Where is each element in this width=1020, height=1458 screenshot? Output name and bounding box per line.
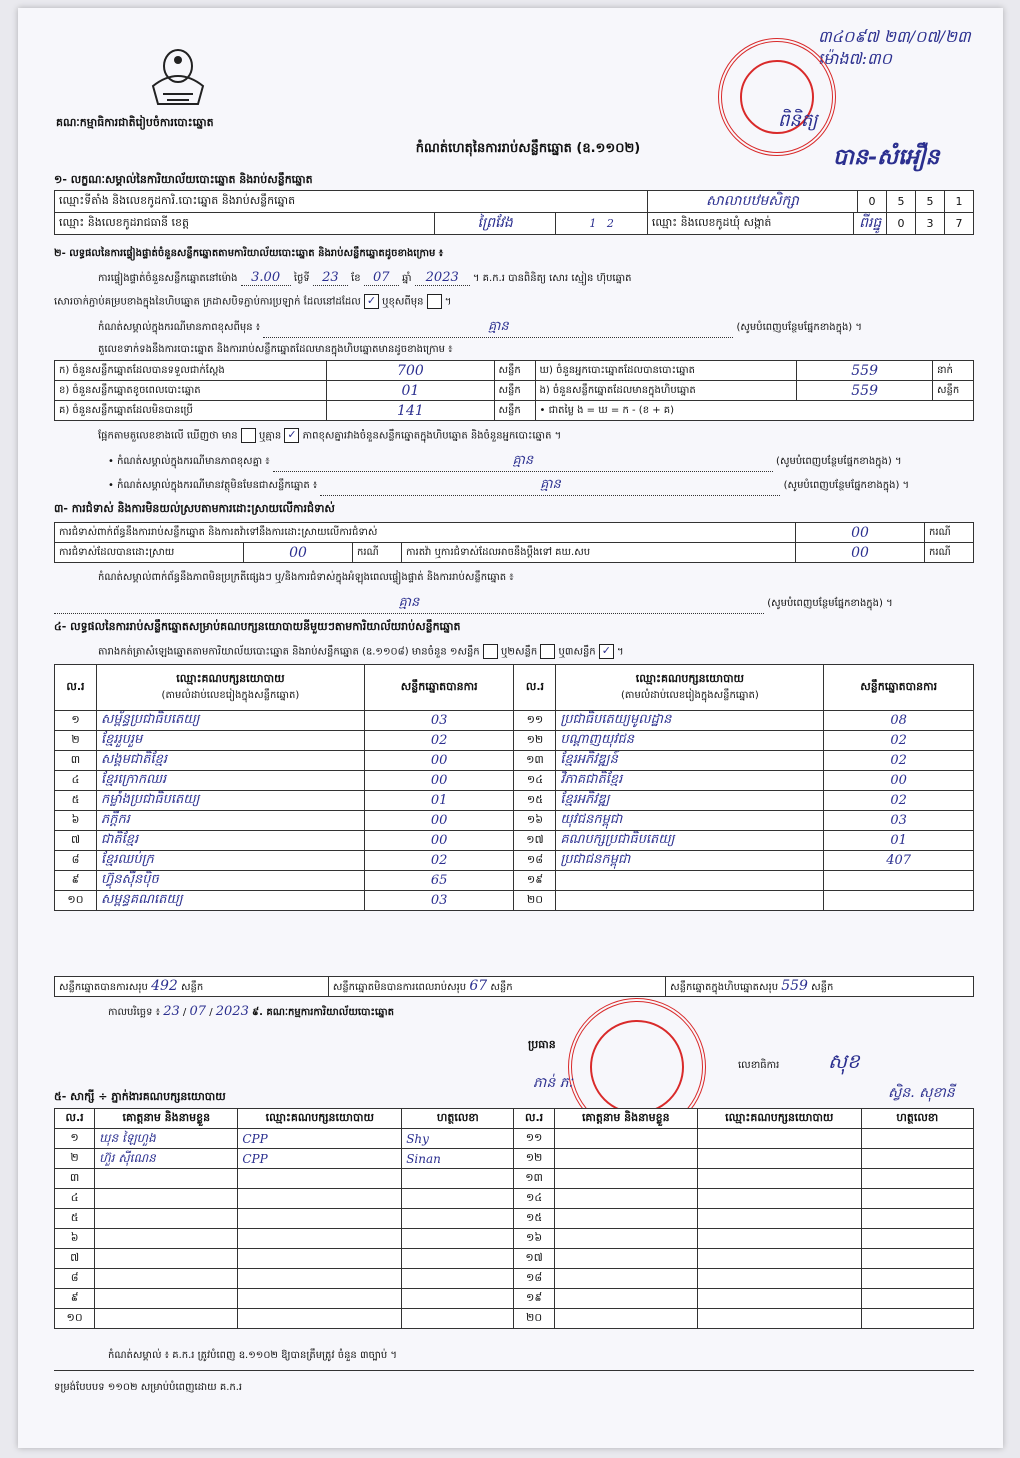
party-name: ភក្ដីករ [96,811,364,831]
party-no: ១៦ [514,811,556,831]
w-col-party-right: ឈ្មោះគណបក្សនយោបាយ [697,1109,861,1129]
resolved-label: ការជំទាស់ដែលបានដោះស្រាយ [55,543,244,563]
party-name: យុវជនកម្ពុជា [556,811,824,831]
party-results-table [54,664,974,911]
verify-line-1: ការផ្ទៀងផ្ទាត់ចំនួនសន្លឹកឆ្នោតនៅម៉ោង 3.00 ថ្ងៃទី 23 ខែ 07 ឆ្នាំ 2023 ។ គ.ក.រ បានពិនិត្យ សោរ ស្មៀន ហ៊ុបឆ្នោត [98,270,632,285]
witness-signature [861,1269,973,1289]
witness-table [54,1108,974,1329]
figure-a-label: ក) ចំនួនសន្លឹកឆ្នោតដែលបានទទួលជាក់ស្តែង [55,361,327,381]
party-no: ១៧ [514,831,556,851]
witness-signature [402,1189,514,1209]
province-code: 1 2 [556,213,648,235]
w-col-sign-left: ហត្ថលេខា [402,1109,514,1129]
date-month: 07 [189,1004,207,1019]
witness-party [238,1269,402,1289]
date-day: 23 [163,1004,180,1019]
figure-d-label: ឃ) ចំនួនអ្នកបោះឆ្នោតដែលបានបោះឆ្នោត [535,361,797,381]
note-line-1: កំណត់សម្គាល់ក្នុងករណីមានភាពខុសពីមុន ៖ គ្មាន (សូមបំពេញបន្ថែមផ្នែកខាងក្នុង) ។ [98,318,988,338]
objection-value: 00 [796,523,925,543]
irregularity-note-label: កំណត់សម្គាល់ពាក់ព័ន្ធនឹងភាពមិនប្រក្រតីផ្សេងៗ ឬ/និងការជំទាស់ក្នុងអំឡុងពេលផ្ទៀងផ្ទាត់ និងការរាប់សន្លឹកឆ្នោត ៖ [98,572,514,583]
witness-party [697,1289,861,1309]
witness-no: ២០ [514,1309,554,1329]
witness-no: ១២ [514,1149,554,1169]
witness-name [554,1149,697,1169]
witness-party: CPP [238,1129,402,1149]
objection-table [54,522,974,563]
station-code-2: 5 [887,191,916,213]
party-no: ១៨ [514,851,556,871]
footer-divider [54,1370,974,1371]
verify-month: 07 [364,270,399,286]
commune-label: ឈ្មោះ និងលេខកូដឃុំ សង្កាត់ [647,213,854,235]
chair-name: ភាន់ ភៈ [533,1075,573,1091]
witness-party [238,1209,402,1229]
witness-signature [402,1269,514,1289]
figure-b-label: ខ) ចំនួនសន្លឹកឆ្នោតខូចពេលបោះឆ្នោត [55,381,327,401]
witness-no: ១៨ [514,1269,554,1289]
witness-party [697,1269,861,1289]
figure-e-value: 559 [797,381,933,401]
witness-no: ១ [55,1129,95,1149]
witness-party [697,1249,861,1269]
party-name: ខ្មែរឈប់ក្រ [96,851,364,871]
party-row [55,791,974,811]
party-votes: 01 [364,791,514,811]
witness-row [55,1129,974,1149]
section2-title: ២- លទ្ធផលនៃការផ្ទៀងផ្ទាត់ចំនួនសន្លឹកឆ្នោតតាមការិយាល័យបោះឆ្នោត និងរាប់សន្លឹកឆ្នោតដូចខាងក្រោម ៖ [54,248,444,259]
witness-no: ១៩ [514,1289,554,1309]
figure-b-unit: សន្លឹក [494,381,535,401]
col-no-left: ល.រ [55,665,97,711]
party-no: ២០ [514,891,556,911]
note-value-2: គ្មាន [273,452,773,472]
figures-intro: តួលេខទាក់ទងនឹងការបោះឆ្នោត និងការរាប់សន្លឹកឆ្នោតដែលមានក្នុងហិបឆ្នោតមានដូចខាងក្រោម ៖ [98,344,453,355]
commune-code-2: 3 [916,213,945,235]
verify-line-2: សោរចាក់ភ្ជាប់គម្របខាងក្នុងនៃហិបឆ្នោត ក្រដាសបិទភ្ជាប់ការប្រឡាក់ ដែលនៅដដែល ✓ ឬខុសពីមុន ។ [54,294,452,308]
party-name: ខ្មែរអភិវឌ្ឍន៍ [556,751,824,771]
witness-name: ហ៊ួរ ស៊ីណេន [95,1149,238,1169]
party-votes: 00 [364,831,514,851]
party-name: ជាតិខ្មែរ [96,831,364,851]
party-votes: 02 [364,851,514,871]
witness-signature [402,1289,514,1309]
no-difference-checkbox[interactable]: ✓ [284,428,299,443]
party-name: កម្លាំងប្រជាធិបតេយ្យ [96,791,364,811]
witness-name: ឃុន ឡៃហួង [95,1129,238,1149]
w-col-name-right: គោត្តនាម និងនាមខ្លួន [554,1109,697,1129]
top-signature: ពិនិត្យ [778,110,818,131]
party-row [55,851,974,871]
party-name: ខ្មែររួបរួម [96,731,364,751]
note-line-2: • កំណត់សម្គាល់ក្នុងករណីមានភាពខុសគ្នា ៖ គ្មាន (សូមបំពេញបន្ថែមផ្នែកខាងក្នុង) ។ [108,452,902,472]
total-box-value: 559 [781,978,808,994]
party-no: ៨ [55,851,97,871]
party-row [55,831,974,851]
one-sheet-checkbox[interactable] [483,644,498,659]
total-invalid-value: 67 [469,978,488,994]
figure-c-value: 141 [327,401,494,421]
party-no: ៦ [55,811,97,831]
witness-signature [861,1289,973,1309]
party-votes: 03 [824,811,974,831]
witness-party [238,1309,402,1329]
different-checkbox[interactable] [427,294,442,309]
note-line-3: • កំណត់សម្គាល់ក្នុងករណីមានវត្ថុមិនមែនជាសន្លឹកឆ្នោត ៖ គ្មាន (សូមបំពេញបន្ថែមផ្នែកខាងក្នុង) ។ [108,476,909,496]
witness-name [554,1129,697,1149]
objection-label: ការជំទាស់ពាក់ព័ន្ធនឹងការរាប់សន្លឹកឆ្នោត និងការតវ៉ាទៅនឹងការដោះស្រាយលើការជំទាស់ [55,523,796,543]
party-no: ១១ [514,711,556,731]
party-name: បណ្ដាញយុវជន [556,731,824,751]
witness-signature [402,1229,514,1249]
party-votes: 03 [364,711,514,731]
party-votes: 02 [824,791,974,811]
resolved-unit: ករណី [353,543,402,563]
party-votes: 00 [364,771,514,791]
party-row [55,731,974,751]
witness-signature [861,1129,973,1149]
witness-no: ៤ [55,1189,95,1209]
witness-no: ១៦ [514,1229,554,1249]
witness-no: ៥ [55,1209,95,1229]
witness-signature [402,1249,514,1269]
objection-unit: ករណី [925,523,974,543]
party-row [55,771,974,791]
party-no: ២ [55,731,97,751]
party-row [55,891,974,911]
chair-label: ប្រធាន [528,1038,556,1051]
witness-signature: Shy [402,1129,514,1149]
witness-party [238,1249,402,1269]
witness-party [238,1169,402,1189]
date-year: 2023 [215,1004,249,1019]
party-no: ១៣ [514,751,556,771]
witness-row [55,1269,974,1289]
witness-name [95,1169,238,1189]
footer-text: ទម្រង់បែបបទ ១១០២ សម្រាប់បំពេញដោយ គ.ក.រ [54,1382,243,1393]
org-name: គណៈកម្មាធិការជាតិរៀបចំការបោះឆ្នោត [56,116,214,129]
witness-no: ១០ [55,1309,95,1329]
section5-title: ៥- សាក្សី ÷ ភ្នាក់ងារគណបក្សនយោបាយ [54,1090,226,1103]
witness-name [554,1249,697,1269]
witness-party [697,1169,861,1189]
witness-no: ៨ [55,1269,95,1289]
irregularity-note-value: គ្មាន [54,594,764,614]
national-emblem-logo [143,46,213,112]
party-votes: 03 [364,891,514,911]
party-votes: 407 [824,851,974,871]
party-votes: 02 [824,751,974,771]
figure-e-unit: សន្លឹក [932,381,973,401]
party-votes: 08 [824,711,974,731]
w-col-party-left: ឈ្មោះគណបក្សនយោបាយ [238,1109,402,1129]
party-no: ១ [55,711,97,731]
w-col-name-left: គោត្តនាម និងនាមខ្លួន [95,1109,238,1129]
witness-name [554,1189,697,1209]
party-no: ១២ [514,731,556,751]
witness-row [55,1169,974,1189]
province-label: ឈ្មោះ និងលេខកូដរាជធានី ខេត្ត [55,213,435,235]
witness-party: CPP [238,1149,402,1169]
witness-signature [861,1249,973,1269]
party-votes: 00 [364,811,514,831]
witness-name [95,1209,238,1229]
witness-name [95,1229,238,1249]
witness-signature [402,1309,514,1329]
appeal-value: 00 [796,543,925,563]
party-no: ៣ [55,751,97,771]
witness-no: ១៣ [514,1169,554,1189]
witness-name [554,1309,697,1329]
witness-no: ១១ [514,1129,554,1149]
note-value-3: គ្មាន [320,476,780,496]
party-name [556,891,824,911]
party-no: ១៩ [514,871,556,891]
compare-line: ផ្អែកតាមតួលេខខាងលើ ឃើញថា មាន ឬគ្មាន ✓ ភាពខុសគ្នារវាងចំនួនសន្លឹកឆ្នោតក្នុងហិបឆ្នោត និងចំនួនអ្នកបោះឆ្នោត ។ [98,428,562,442]
party-name: ប្រជាធិបតេយ្យមូលដ្ឋាន [556,711,824,731]
section3-title: ៣- ការជំទាស់ និងការមិនយល់ស្របតាមការដោះស្រាយលើការជំទាស់ [54,502,335,515]
witness-signature [402,1209,514,1229]
party-name: គណបក្សប្រជាធិបតេយ្យ [556,831,824,851]
total-box: សន្លឹកឆ្នោតក្នុងហិបឆ្នោតសរុប 559 សន្លឹក [666,977,974,997]
witness-party [697,1149,861,1169]
party-name: សង្គមជាតិខ្មែរ [96,751,364,771]
party-no: ១០ [55,891,97,911]
commune-code-3: 7 [945,213,974,235]
party-name: ហ៊្វុនស៊ីនប៉ិច [96,871,364,891]
station-table [54,190,974,235]
section4-title: ៤- លទ្ធផលនៃការរាប់សន្លឹកឆ្នោតសម្រាប់គណបក្សនយោបាយនីមួយៗតាមការិយាល័យរាប់សន្លឹកឆ្នោត [54,620,461,633]
witness-row [55,1289,974,1309]
witness-name [554,1289,697,1309]
col-votes-left: សន្លឹកឆ្នោតបានការ [364,665,514,711]
witness-name [95,1189,238,1209]
commune-code-1: 0 [887,213,916,235]
secretary-name: ស្វិន. សុខានី [888,1085,955,1101]
figure-a-unit: សន្លឹក [494,361,535,381]
secretary-signature: សុខ [828,1049,860,1073]
received-mark: បាន-សំអឿន [833,144,940,170]
w-col-sign-right: ហត្ថលេខា [861,1109,973,1129]
witness-party [238,1289,402,1309]
station-name: សាលាបឋមសិក្សា [647,191,857,213]
top-official-stamp [718,38,836,156]
party-votes: 65 [364,871,514,891]
witness-signature [861,1169,973,1189]
w-col-no-right: ល.រ [514,1109,554,1129]
figure-e-label: ង) ចំនួនសន្លឹកឆ្នោតដែលមានក្នុងហិបឆ្នោត [535,381,797,401]
station-code-1: 0 [858,191,887,213]
secretary-label: លេខាធិការ [738,1060,780,1071]
witness-row [55,1189,974,1209]
witness-name [95,1309,238,1329]
total-valid-value: 492 [151,978,178,994]
party-votes: 01 [824,831,974,851]
witness-party [697,1209,861,1229]
party-name: សម្ព័ន្ធប្រជាធិបតេយ្យ [96,711,364,731]
footnote: កំណត់សម្គាល់ ៖ គ.ក.រ ត្រូវបំពេញ ឧ.១១០២ ឱ្យបានត្រឹមត្រូវ ចំនួន ៣ច្បាប់ ។ [108,1350,397,1361]
party-row [55,711,974,731]
witness-no: ៧ [55,1249,95,1269]
witness-name [554,1209,697,1229]
party-no: ១៥ [514,791,556,811]
witness-signature [861,1309,973,1329]
party-row [55,811,974,831]
party-votes: 00 [824,771,974,791]
totals-table [54,976,974,997]
figure-b-value: 01 [327,381,494,401]
witness-name [554,1229,697,1249]
formula-label: • ជាតម្លៃ ង = ឃ = ក - (ខ + គ) [535,401,974,421]
witness-no: ១៤ [514,1189,554,1209]
appeal-unit: ករណី [925,543,974,563]
figure-c-unit: សន្លឹក [494,401,535,421]
party-no: ៥ [55,791,97,811]
party-votes: 02 [824,731,974,751]
party-no: ១៤ [514,771,556,791]
witness-name [554,1169,697,1189]
witness-row [55,1149,974,1169]
form-page [18,8,1003,1448]
party-no: ៧ [55,831,97,851]
witness-name [95,1249,238,1269]
figure-d-value: 559 [797,361,933,381]
tally-sheet-line: តារាងកត់ត្រាសំឡេងឆ្នោតតាមការិយាល័យបោះឆ្នោត និងរាប់សន្លឹកឆ្នោត (ឧ.១១០៨) មានចំនួន ១សន្លឹក ឬ២សន្លឹក ឬ៣សន្លឹក ✓ ។ [98,644,624,658]
verify-day: 23 [313,270,348,286]
col-no-right: ល.រ [514,665,556,711]
appeal-label: ការតវ៉ា ឬការជំទាស់ដែលអាចនឹងប្តឹងទៅ គឃ.សប [402,543,796,563]
witness-row [55,1209,974,1229]
witness-signature [861,1189,973,1209]
party-name [556,871,824,891]
verify-time: 3.00 [241,270,291,286]
witness-party [238,1189,402,1209]
party-row [55,871,974,891]
col-party-right: ឈ្មោះគណបក្សនយោបាយ (តាមលំដាប់លេខរៀងក្នុងសន្លឹកឆ្នោត) [556,665,824,711]
province-name: ព្រៃវែង [435,213,556,235]
witness-row [55,1309,974,1329]
witness-row [55,1249,974,1269]
w-col-no-left: ល.រ [55,1109,95,1129]
party-votes: 02 [364,731,514,751]
top-note: ៣៤០៩៧ ២៣/០៧/២៣ ម៉ោង៧:៣០ [818,27,971,68]
party-name: ប្រជាជនកម្ពុជា [556,851,824,871]
witness-no: ៩ [55,1289,95,1309]
party-name: ខ្មែរអភិវឌ្ឍ [556,791,824,811]
witness-no: ១៧ [514,1249,554,1269]
witness-no: ៣ [55,1169,95,1189]
section1-title: ១- លក្ខណៈសម្គាល់នៃការិយាល័យបោះឆ្នោត និងរាប់សន្លឹកឆ្នោត [54,173,313,186]
same-checkbox[interactable]: ✓ [364,294,379,309]
total-valid: សន្លឹកឆ្នោតបានការសរុប 492 សន្លឹក [55,977,329,997]
date-line: កាលបរិច្ឆេទ ៖ 23 / 07 / 2023 ៩. គណៈកម្មការការិយាល័យបោះឆ្នោត [108,1004,394,1019]
commune-name: ពីរធ្នូ [854,213,887,235]
witness-no: ២ [55,1149,95,1169]
party-row [55,751,974,771]
witness-no: ១៥ [514,1209,554,1229]
col-party-left: ឈ្មោះគណបក្សនយោបាយ (តាមលំដាប់លេខរៀងក្នុងសន្លឹកឆ្នោត) [96,665,364,711]
station-code-4: 1 [945,191,974,213]
station-label: ឈ្មោះទីតាំង និងលេខកូដការិ.បោះឆ្នោត និងរាប់សន្លឹកឆ្នោត [55,191,648,213]
witness-signature [402,1169,514,1189]
figures-table [54,360,974,421]
witness-row [55,1229,974,1249]
witness-signature [861,1209,973,1229]
party-no: ៩ [55,871,97,891]
party-name: វិភាគជាតិខ្មែរ [556,771,824,791]
witness-signature: Sinan [402,1149,514,1169]
form-title: កំណត់ហេតុនៃការរាប់សន្លឹកឆ្នោត (ឧ.១១០២) [415,141,641,156]
party-votes: 00 [364,751,514,771]
witness-signature [861,1149,973,1169]
figure-c-label: គ) ចំនួនសន្លឹកឆ្នោតដែលមិនបានប្រើ [55,401,327,421]
note-value-1: គ្មាន [263,318,733,338]
witness-name [554,1269,697,1289]
party-votes [824,871,974,891]
figure-a-value: 700 [327,361,494,381]
has-difference-checkbox[interactable] [241,428,256,443]
irregularity-note-line: គ្មាន (សូមបំពេញបន្ថែមផ្នែកខាងក្នុង) ។ [54,594,893,614]
party-name: ខ្មែរក្រោកឈរ [96,771,364,791]
witness-signature [861,1229,973,1249]
witness-no: ៦ [55,1229,95,1249]
witness-party [697,1309,861,1329]
party-votes [824,891,974,911]
party-name: សម្ពន្ធគណតេយ្យ [96,891,364,911]
witness-name [95,1269,238,1289]
resolved-value: 00 [244,543,353,563]
witness-name [95,1289,238,1309]
witness-party [238,1229,402,1249]
witness-party [697,1189,861,1209]
station-code-3: 5 [916,191,945,213]
total-invalid: សន្លឹកឆ្នោតមិនបានការពេលរាប់សរុប 67 សន្លឹក [328,977,665,997]
witness-party [697,1229,861,1249]
witness-party [697,1129,861,1149]
party-no: ៤ [55,771,97,791]
verify-year: 2023 [415,270,470,286]
three-sheet-checkbox[interactable]: ✓ [599,644,614,659]
two-sheet-checkbox[interactable] [540,644,555,659]
figure-d-unit: នាក់ [932,361,973,381]
col-votes-right: សន្លឹកឆ្នោតបានការ [824,665,974,711]
